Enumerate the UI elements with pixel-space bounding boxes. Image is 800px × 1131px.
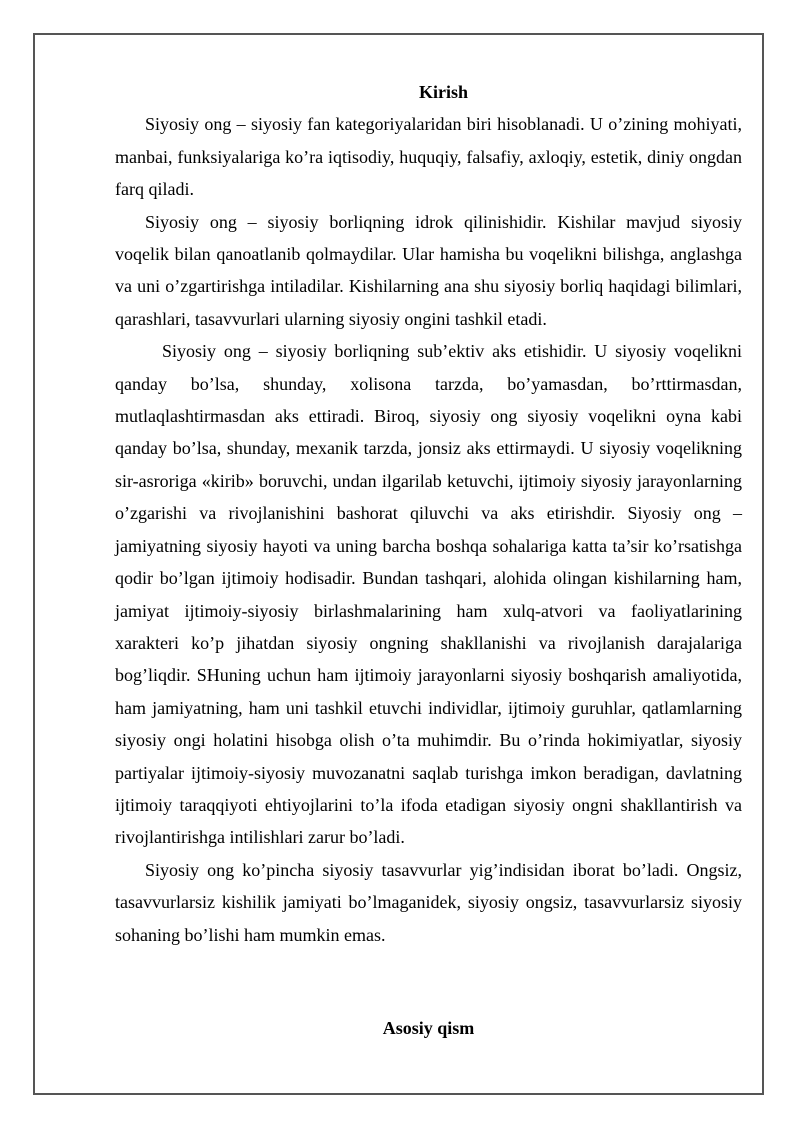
- section-heading-intro: Kirish: [418, 82, 468, 102]
- section-heading-main: Asosiy qism: [382, 1018, 475, 1038]
- paragraph-2: Siyosiy ong – siyosiy borliqning idrok qilinishidir. Kishilar mavjud siyosiy voqelik bilan qanoatlanib qolmaydilar. Ular hamisha bu voqelikni bilishga, anglashga va uni o’zgartirishga intiladilar. Kishilarning ana shu siyosiy borliq haqidagi bilimlari, qarashlari, tasavvurlari ularning siyosiy ongini tashkil etadi.: [115, 211, 742, 329]
- document-body: [115, 76, 742, 951]
- paragraph-3: Siyosiy ong – siyosiy borliqning sub’ektiv aks etishidir. U siyosiy voqelikni qanday bo’lsa, shunday, xolisona tarzda, bo’yamasdan, bo’rttirmasdan, mutlaqlashtirmasdan aks ettiradi. Biroq, siyosiy ong siyosiy voqelikni oyna kabi qanday bo’lsa, shunday, mexanik tarzda, jonsiz aks ettirmaydi. U siyosiy voqelikning sir-asroriga «kirib» boruvchi, undan ilgarilab ketuvchi, ijtimoiy siyosiy jarayonlarning o’zgarishi va rivojlanishini bashorat qiluvchi va aks etirishdir. Siyosiy ong – jamiyatning siyosiy hayoti va uning barcha boshqa sohalariga katta ta’sir ko’rsatishga qodir bo’lgan ijtimoiy hodisadir. Bundan tashqari, alohida olingan kishilarning ham, jamiyat ijtimoiy-siyosiy birlashmalarining ham xulq-atvori va faoliyatlarining xarakteri ko’p jihatdan siyosiy ongning shakllanishi va rivojlanish darajalariga bog’liqdir. SHuning uchun ham ijtimoiy jarayonlarni siyosiy boshqarish amaliyotida, ham jamiyatning, ham uni tashkil etuvchi individlar, ijtimoiy guruhlar, qatlamlarning siyosiy ongi holatini hisobga olish o’ta muhimdir. Bu o’rinda hokimiyatlar, siyosiy partiyalar ijtimoiy-siyosiy muvozanatni saqlab turishga imkon beradigan, davlatning ijtimoiy taraqqiyoti ehtiyojlarini to’la ifoda etadigan siyosiy ongni shakllantirish va rivojlantirishga intilishlari zarur bo’ladi.: [115, 341, 742, 848]
- paragraph-1: Siyosiy ong – siyosiy fan kategoriyalaridan biri hisoblanadi. U o’zining mohiyati, manbai, funksiyalariga ko’ra iqtisodiy, huquqiy, falsafiy, axloqiy, estetik, diniy ongdan farq qiladi.: [115, 114, 742, 200]
- paragraph-4: Siyosiy ong ko’pincha siyosiy tasavvurlar yig’indisidan iborat bo’ladi. Ongsiz, tasavvurlarsiz kishilik jamiyati bo’lmaganidek, siyosiy ongsiz, tasavvurlarsiz siyosiy sohaning bo’lishi ham mumkin emas.: [115, 859, 742, 945]
